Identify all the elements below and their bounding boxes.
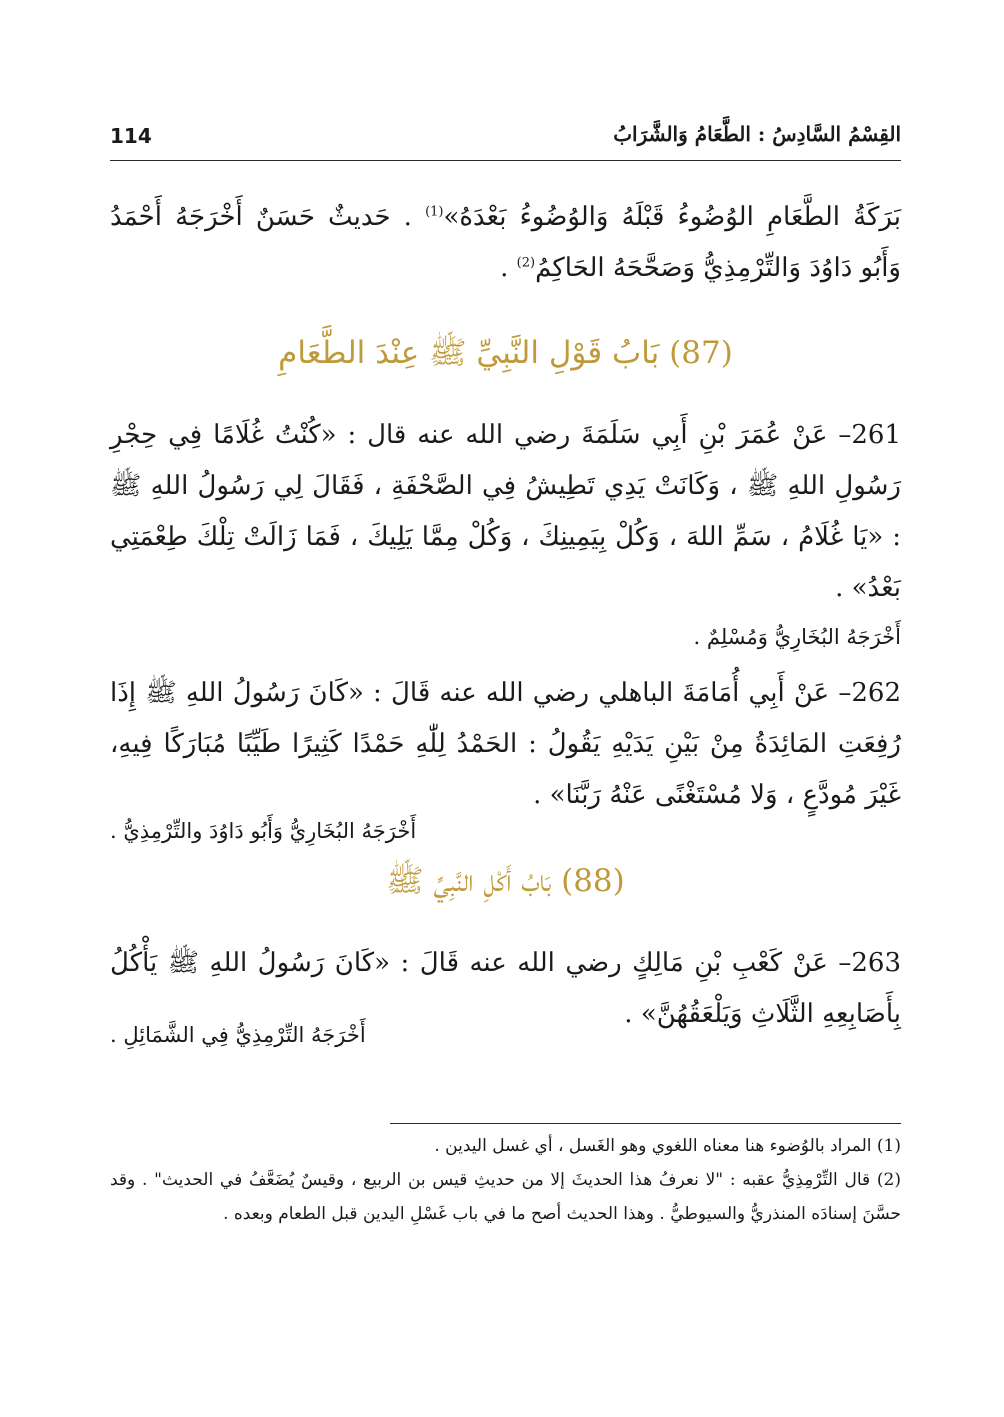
- footnote-ref-2: (2): [516, 255, 536, 271]
- intro-text-b: . حَديثٌ حَسَنٌ أَخْرَجَهُ أَحْمَدُ وَأَبُو دَاوُدَ وَالتِّرْمِذِيُّ وَصَحَّحَهُ الحَاكِمُ: [110, 202, 901, 283]
- intro-text-a: بَرَكَةُ الطَّعَامِ الوُضُوءُ قَبْلَهُ وَالوُضُوءُ بَعْدَهُ»: [443, 202, 902, 232]
- hadith-263-source: أَخْرَجَهُ التِّرْمِذِيُّ فِي الشَّمَائِلِ .: [110, 1023, 366, 1047]
- intro-text-c: .: [500, 253, 517, 283]
- footnotes: [110, 1129, 901, 1231]
- chapter-88-title: (88) بَابُ أَكْلِ النَّبِيِّ ﷺ: [386, 863, 625, 899]
- hadith-262-source-line: [110, 808, 901, 854]
- footnote-ref-1: (1): [425, 204, 444, 220]
- hadith-263-text: 263– عَنْ كَعْبِ بْنِ مَالِكٍ رضي الله عنه قَالَ : «كَانَ رَسُولُ اللهِ ﷺ يَأْكُلُ بِأَصَابِعِهِ الثَّلَاثِ وَيَلْعَقُهُنَّ» .: [110, 948, 901, 1029]
- footnote-2: (2) قال التِّرْمِذِيُّ عقبه : "لا نعرفُ هذا الحديثَ إلا من حديثِ قيس بن الربيع ، وقيسٌ يُضَعَّفُ في الحديث" . وقد حسَّنَ إسنادَه المنذريُّ والسيوطيُّ . وهذا الحديث أصح ما في باب غَسْلِ اليدين قبل الطعام وبعده .: [110, 1170, 901, 1224]
- hadith-262-source: أَخْرَجَهُ البُخَارِيُّ وَأَبُو دَاوُدَ والتِّرْمِذِيُّ .: [110, 819, 417, 843]
- footnote-rule: [390, 1123, 901, 1124]
- hadith-262-text: 262– عَنْ أَبِي أُمَامَةَ الباهلي رضي الله عنه قَالَ : «كَانَ رَسُولُ اللهِ ﷺ إِذَا رُفِعَتِ المَائِدَةُ مِنْ بَيْنِ يَدَيْهِ يَقُولُ : الحَمْدُ لِلّٰهِ حَمْدًا كَثِيرًا طَيِّبًا مُبَارَكًا فِيهِ، غَيْرَ مُودَّعٍ ، وَلا مُسْتَغْنًى عَنْهُ رَبَّنَا» .: [110, 678, 901, 810]
- footnote-1: (1) المراد بالوُضوء هنا معناه اللغوي وهو الغَسل ، أي غسل اليدين .: [434, 1136, 901, 1156]
- page-header: [110, 118, 901, 158]
- intro-paragraph: [110, 192, 901, 294]
- hadith-262: [110, 668, 901, 821]
- hadith-261: [110, 410, 901, 660]
- running-head: القِسْمُ السَّادِسُ : الطَّعَامُ وَالشَّرَابُ: [613, 122, 901, 146]
- chapter-87-title: (87) بَابُ قَوْلِ النَّبِيِّ ﷺ عِنْدَ الطَّعَامِ: [278, 335, 733, 371]
- hadith-263-source-line: [110, 1012, 901, 1058]
- hadith-261-source: أَخْرَجَهُ البُخَارِيُّ وَمُسْلِمٌ .: [693, 625, 901, 649]
- hadith-261-text: 261– عَنْ عُمَرَ بْنِ أَبِي سَلَمَةَ رضي الله عنه قال : «كُنْتُ غُلَامًا فِي حِجْرِ رَسُولِ اللهِ ﷺ ، وَكَانَتْ يَدِي تَطِيشُ فِي الصَّحْفَةِ ، فَقَالَ لِي رَسُولُ اللهِ ﷺ : «يَا غُلَامُ ، سَمِّ اللهَ ، وَكُلْ بِيَمِينِكَ ، وَكُلْ مِمَّا يَلِيكَ ، فَمَا زَالَتْ تِلْكَ طِعْمَتِي بَعْدُ» .: [110, 420, 901, 603]
- header-rule: [110, 160, 901, 161]
- page-number: 114: [110, 124, 152, 148]
